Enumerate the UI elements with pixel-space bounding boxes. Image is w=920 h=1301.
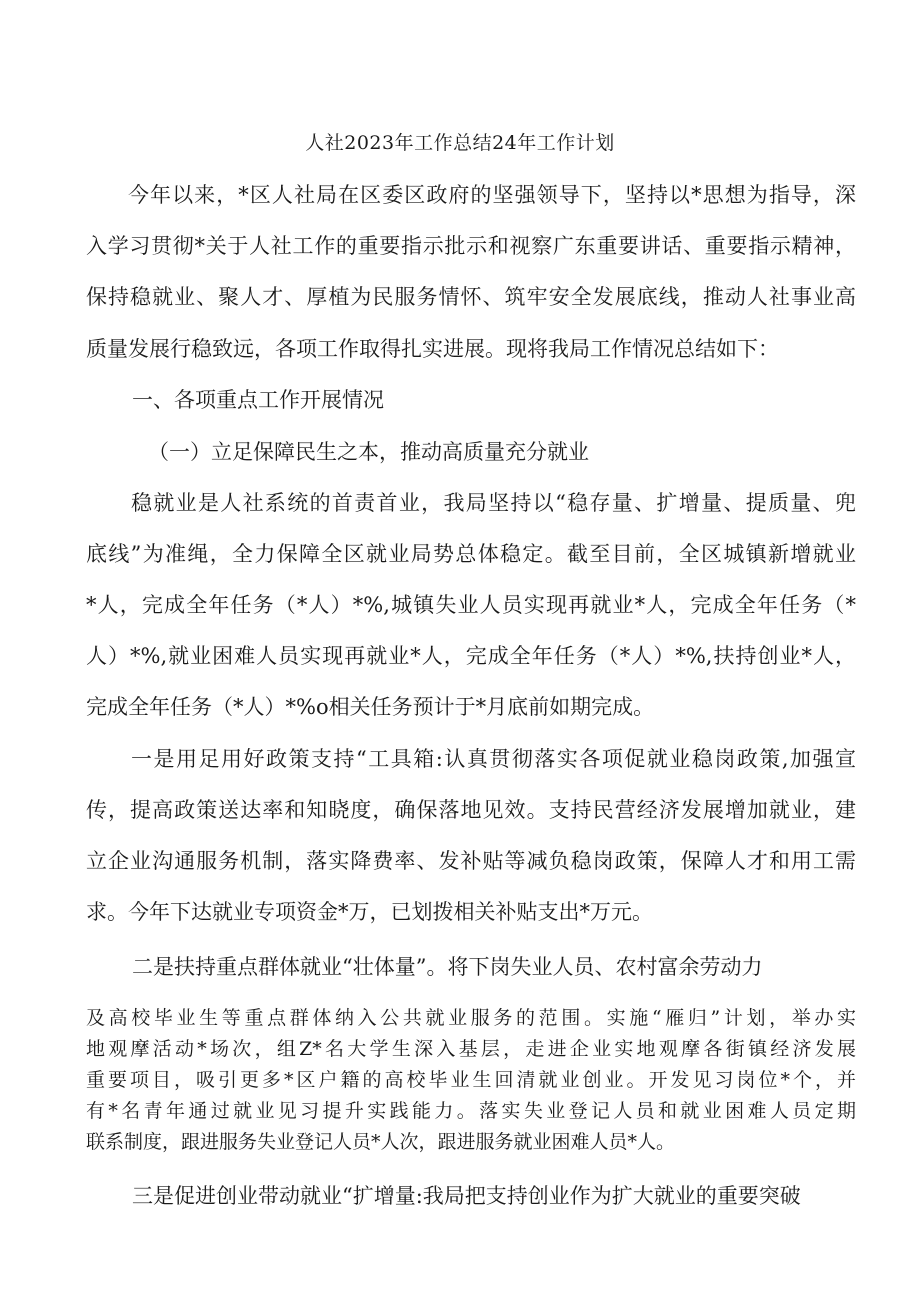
- groups-line: 联系制度，跟进服务失业登记人员*人次，跟进服务就业困难人员*人。: [86, 1131, 676, 1153]
- intro-line: 今年以来，*区人社局在区委区政府的坚强领导下，坚持以*思想为指导，深: [128, 183, 856, 207]
- intro-line: 入学习贯彻*关于人社工作的重要指示批示和视察广东重要讲话、重要指示精神，: [86, 234, 856, 258]
- groups-line: 及高校毕业生等重点群体纳入公共就业服务的范围。实施“雁归”计划，举办实: [86, 1007, 856, 1029]
- groups-line: 地观摩活动*场次，组Z*名大学生深入基层，走进企业实地观摩各街镇经济发展: [86, 1038, 856, 1060]
- employment-line: 底线”为准绳，全力保障全区就业局势总体稳定。截至目前，全区城镇新增就业: [86, 542, 856, 566]
- document-title: 人社2023年工作总结24年工作计划: [305, 132, 615, 154]
- intro-line: 保持稳就业、聚人才、厚植为民服务情怀、筑牢安全发展底线，推动人社事业高: [86, 285, 856, 309]
- section-heading: 一、各项重点工作开展情况: [132, 388, 384, 412]
- employment-line: 稳就业是人社系统的首责首业，我局坚持以“稳存量、扩增量、提质量、兜: [131, 491, 856, 515]
- groups-line: 有*名青年通过就业见习提升实践能力。落实失业登记人员和就业困难人员定期: [86, 1100, 856, 1122]
- policy-line: 传，提高政策送达率和知晓度，确保落地见效。支持民营经济发展增加就业，建: [86, 798, 856, 822]
- startup-line: 三是促进创业带动就业“扩增量:我局把支持创业作为扩大就业的重要突破: [132, 1184, 801, 1208]
- employment-line: 完成全年任务（*人）*%o相关任务预计于*月底前如期完成。: [86, 695, 655, 719]
- subsection-heading: （一）立足保障民生之本，推动高质量充分就业: [148, 440, 589, 464]
- policy-line: 一是用足用好政策支持“工具箱:认真贯彻落实各项促就业稳岗政策,加强宣: [131, 747, 856, 771]
- groups-first-line: 二是扶持重点群体就业“壮体量”。将下岗失业人员、农村富余劳动力: [132, 955, 763, 979]
- employment-line: *人，完成全年任务（*人）*%,城镇失业人员实现再就业*人，完成全年任务（*: [86, 593, 856, 617]
- groups-line: 重要项目，吸引更多*区户籍的高校毕业生回清就业创业。开发见习岗位*个，并: [86, 1069, 856, 1091]
- policy-line: 立企业沟通服务机制，落实降费率、发补贴等减负稳岗政策，保障人才和用工需: [86, 849, 856, 873]
- employment-line: 人）*%,就业困难人员实现再就业*人，完成全年任务（*人）*%,扶持创业*人，: [86, 644, 856, 668]
- intro-line: 质量发展行稳致远，各项工作取得扎实进展。现将我局工作情况总结如下：: [86, 337, 779, 361]
- policy-line: 求。今年下达就业专项资金*万，已划拨相关补贴支出*万元。: [86, 900, 653, 924]
